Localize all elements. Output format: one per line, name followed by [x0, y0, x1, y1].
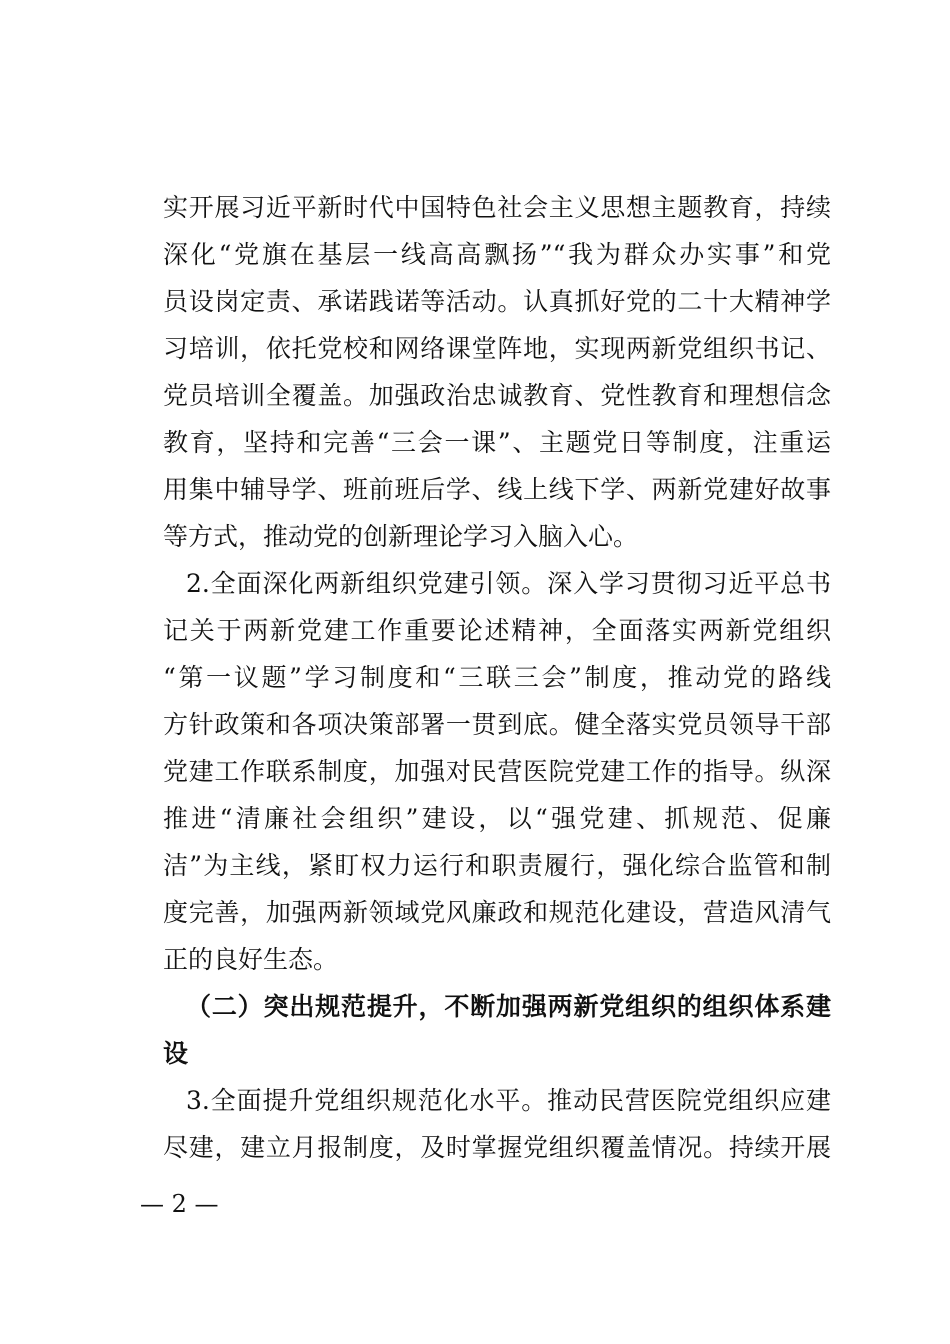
body-text-line: 洁”为主线，紧盯权力运行和职责履行，强化综合监管和制: [163, 851, 831, 880]
body-text-line: 深化“党旗在基层一线高高飘扬”“我为群众办实事”和党: [163, 240, 831, 269]
body-text-line: 习培训，依托党校和网络课堂阵地，实现两新党组织书记、: [163, 334, 831, 363]
body-text-line: “第一议题”学习制度和“三联三会”制度，推动党的路线: [163, 663, 831, 692]
body-text-line: 推进“清廉社会组织”建设，以“强党建、抓规范、促廉: [163, 804, 831, 833]
body-text-line: 党建工作联系制度，加强对民营医院党建工作的指导。纵深: [163, 757, 831, 786]
body-text-line: 记关于两新党建工作重要论述精神，全面落实两新党组织: [163, 616, 831, 645]
body-text-line: 实开展习近平新时代中国特色社会主义思想主题教育，持续: [163, 193, 831, 222]
numbered-item-line: 2.全面深化两新组织党建引领。深入学习贯彻习近平总书: [186, 569, 831, 598]
numbered-item-line: 3.全面提升党组织规范化水平。推动民营医院党组织应建: [186, 1086, 831, 1115]
body-text-line: 用集中辅导学、班前班后学、线上线下学、两新党建好故事: [163, 475, 831, 504]
body-text-line: 尽建，建立月报制度，及时掌握党组织覆盖情况。持续开展: [163, 1133, 831, 1162]
body-text-line: 教育，坚持和完善“三会一课”、主题党日等制度，注重运: [163, 428, 831, 457]
body-text-line: 党员培训全覆盖。加强政治忠诚教育、党性教育和理想信念: [163, 381, 831, 410]
body-text-line: 正的良好生态。: [163, 945, 339, 974]
body-text-line: 方针政策和各项决策部署一贯到底。健全落实党员领导干部: [163, 710, 831, 739]
body-text-line: 度完善，加强两新领域党风廉政和规范化建设，营造风清气: [163, 898, 831, 927]
body-text-line: 员设岗定责、承诺践诺等活动。认真抓好党的二十大精神学: [163, 287, 831, 316]
section-heading: （二）突出规范提升，不断加强两新党组织的组织体系建: [186, 992, 831, 1021]
body-text-line: 等方式，推动党的创新理论学习入脑入心。: [163, 522, 639, 551]
page-number: — 2 —: [140, 1190, 219, 1218]
section-heading-continuation: 设: [163, 1039, 189, 1068]
